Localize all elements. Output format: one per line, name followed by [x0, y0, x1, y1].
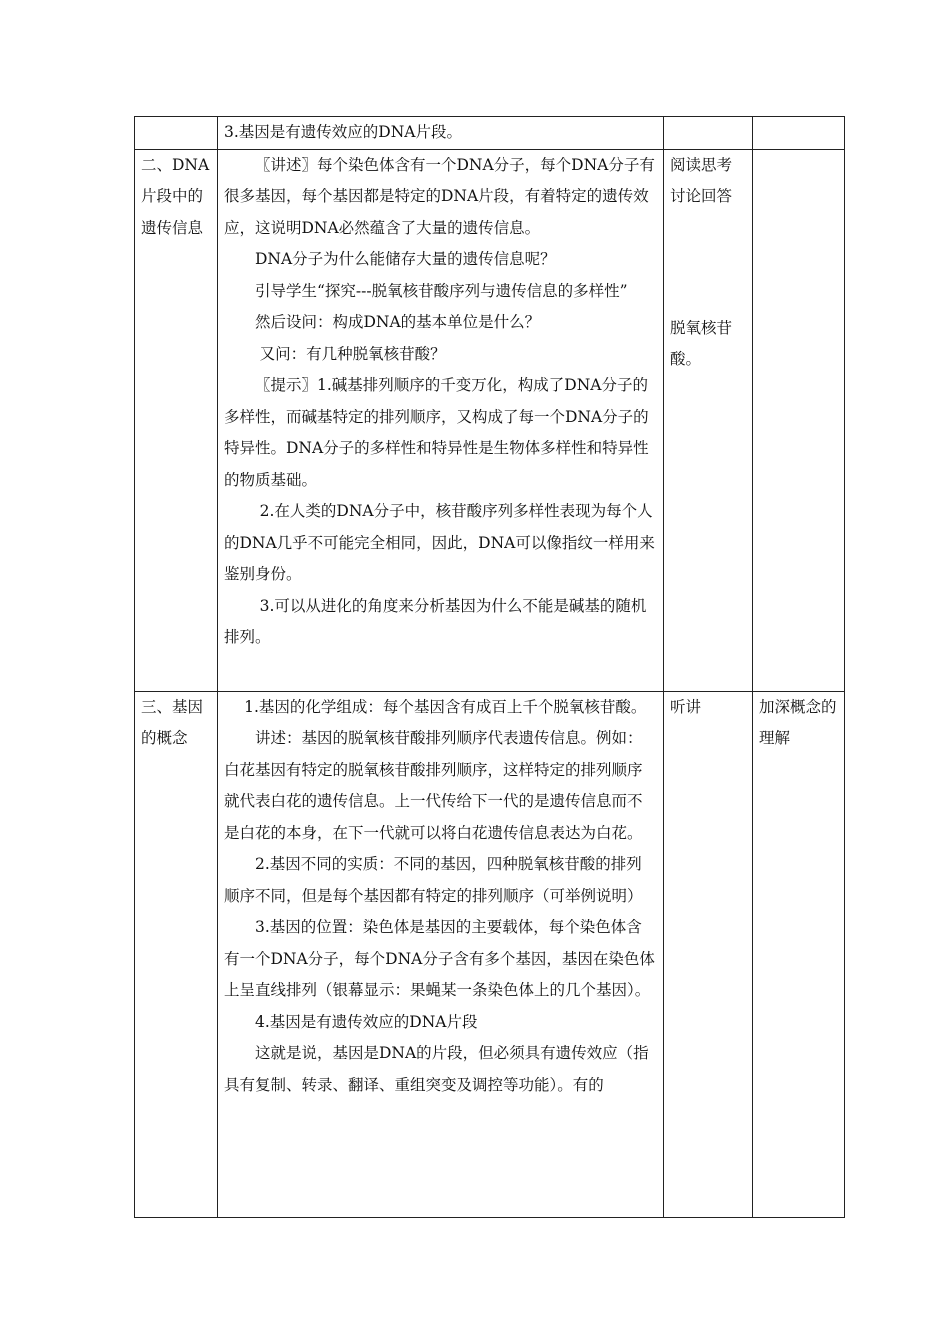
table-row: [135, 117, 845, 150]
content-paragraph: 1.基因的化学组成：每个基因含有成百上千个脱氧核苷酸。: [244, 697, 647, 716]
section-cell: [135, 117, 218, 150]
content-paragraph: 2.基因不同的实质：不同的基因，四种脱氧核苷酸的排列顺序不同，但是每个基因都有特定的排列顺序（可举例说明）: [224, 855, 643, 905]
lesson-plan-table: [134, 116, 845, 1218]
student-activity-cell: [664, 149, 753, 691]
student-activity-cell: [664, 691, 753, 1217]
content-cell: [218, 149, 664, 691]
content-paragraph: 这就是说，基因是DNA的片段，但必须具有遗传效应（指具有复制、转录、翻译、重组突变及调控等功能）。有的: [224, 1044, 649, 1094]
content-paragraph: 又问：有几种脱氧核苷酸？: [259, 344, 446, 363]
purpose-cell: [753, 691, 845, 1217]
student-activity-text: 脱氧核苷酸。: [670, 318, 733, 368]
content-paragraph: 然后设问：构成DNA的基本单位是什么？: [255, 313, 541, 331]
purpose-cell: [753, 117, 845, 150]
content-cell: [218, 691, 664, 1217]
table-row: [135, 691, 845, 1217]
table-row: [135, 149, 845, 691]
section-cell: [135, 691, 218, 1217]
purpose-cell: [753, 149, 845, 691]
student-activity-cell: [664, 117, 753, 150]
content-paragraph: DNA分子为什么能储存大量的遗传信息呢？: [255, 250, 556, 268]
content-paragraph: 讲述：基因的脱氧核苷酸排列顺序代表遗传信息。例如：白花基因有特定的脱氧核苷酸排列顺序，这样特定的排列顺序就代表白花的遗传信息。上一代传给下一代的是遗传信息而不是白花的本身，在下一代就可以将白花遗传信息表达为白花。: [224, 729, 643, 842]
teaching-purpose-text: 加深概念的理解: [759, 697, 837, 747]
content-paragraph: 3.基因的位置：染色体是基因的主要载体，每个染色体含有一个DNA分子，每个DNA分子含有多个基因，基因在染色体上呈直线排列（银幕显示：果蝇某一条染色体上的几个基因）。: [224, 918, 655, 999]
content-paragraph: 3.基因是有遗传效应的DNA片段。: [224, 123, 462, 141]
content-paragraph: 2.在人类的DNA分子中，核苷酸序列多样性表现为每个人的DNA几乎不可能完全相同，因此，DNA可以像指纹一样用来鉴别身份。: [224, 502, 655, 583]
content-paragraph: 〖讲述〗每个染色体含有一个DNA分子，每个DNA分子有很多基因，每个基因都是特定的DNA片段，有着特定的遗传效应，这说明DNA必然蕴含了大量的遗传信息。: [224, 155, 655, 237]
content-paragraph: 引导学生“探究---脱氧核苷酸序列与遗传信息的多样性”: [255, 281, 628, 300]
section-title: 二、DNA片段中的遗传信息: [141, 155, 210, 237]
content-paragraph: 3.可以从进化的角度来分析基因为什么不能是碱基的随机排列。: [224, 596, 647, 646]
content-cell: [218, 117, 664, 150]
section-cell: [135, 149, 218, 691]
student-activity-text: 阅读思考讨论回答: [670, 155, 733, 205]
content-paragraph: 〖提示〗1.碱基排列顺序的千变万化，构成了DNA分子的多样性，而碱基特定的排列顺序，又构成了每一个DNA分子的特异性。DNA分子的多样性和特异性是生物体多样性和特异性的物质基础。: [224, 376, 649, 489]
student-activity-text: 听讲: [670, 697, 702, 716]
content-paragraph: 4.基因是有遗传效应的DNA片段: [255, 1012, 478, 1031]
section-title: 三、基因的概念: [141, 697, 204, 747]
